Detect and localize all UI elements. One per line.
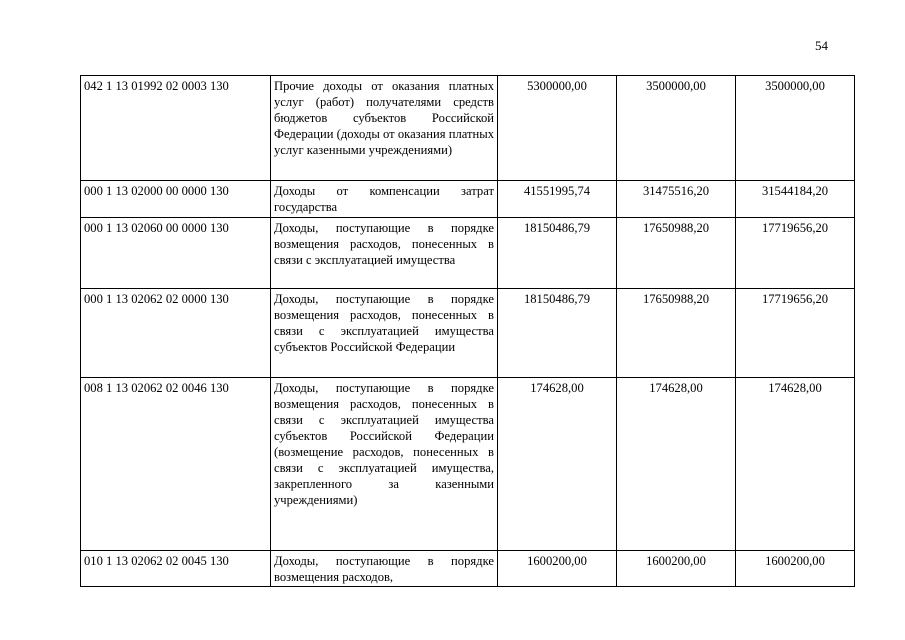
table-row: [81, 181, 855, 218]
revenue-name: Доходы от компенсации затрат государства: [271, 181, 498, 218]
page-number: 54: [815, 38, 828, 53]
budget-code: 000 1 13 02000 00 0000 130: [81, 181, 271, 218]
revenue-name: Прочие доходы от оказания платных услуг (работ) получателями средств бюджетов субъектов Российской Федерации (доходы от оказания платных услуг казенными учреждениями): [271, 76, 498, 181]
amount-year-3: 3500000,00: [736, 76, 855, 181]
amount-year-3: 17719656,20: [736, 289, 855, 378]
amount-year-1: 41551995,74: [498, 181, 617, 218]
revenue-table: [80, 75, 855, 587]
amount-year-2: 174628,00: [617, 378, 736, 551]
amount-year-2: 31475516,20: [617, 181, 736, 218]
table-row: [81, 289, 855, 378]
amount-year-3: 31544184,20: [736, 181, 855, 218]
table-row: [81, 76, 855, 181]
amount-year-2: 1600200,00: [617, 551, 736, 587]
amount-year-3: 1600200,00: [736, 551, 855, 587]
amount-year-1: 18150486,79: [498, 218, 617, 289]
budget-code: 010 1 13 02062 02 0045 130: [81, 551, 271, 587]
table-row: [81, 378, 855, 551]
amount-year-2: 3500000,00: [617, 76, 736, 181]
budget-code: 042 1 13 01992 02 0003 130: [81, 76, 271, 181]
budget-code: 008 1 13 02062 02 0046 130: [81, 378, 271, 551]
amount-year-1: 18150486,79: [498, 289, 617, 378]
revenue-name: Доходы, поступающие в порядке возмещения расходов, понесенных в связи с эксплуатацией имущества: [271, 218, 498, 289]
table-row: [81, 551, 855, 587]
revenue-name: Доходы, поступающие в порядке возмещения расходов, понесенных в связи с эксплуатацией имущества субъектов Российской Федерации: [271, 289, 498, 378]
amount-year-3: 174628,00: [736, 378, 855, 551]
revenue-name: Доходы, поступающие в порядке возмещения расходов,: [271, 551, 498, 587]
amount-year-3: 17719656,20: [736, 218, 855, 289]
amount-year-1: 1600200,00: [498, 551, 617, 587]
revenue-name: Доходы, поступающие в порядке возмещения расходов, понесенных в связи с эксплуатацией имущества субъектов Российской Федерации (возмещение расходов, понесенных в связи с эксплуатацией имущества, закрепленного за казенными учреждениями): [271, 378, 498, 551]
amount-year-1: 174628,00: [498, 378, 617, 551]
amount-year-2: 17650988,20: [617, 218, 736, 289]
budget-code: 000 1 13 02062 02 0000 130: [81, 289, 271, 378]
budget-code: 000 1 13 02060 00 0000 130: [81, 218, 271, 289]
amount-year-2: 17650988,20: [617, 289, 736, 378]
table-row: [81, 218, 855, 289]
amount-year-1: 5300000,00: [498, 76, 617, 181]
